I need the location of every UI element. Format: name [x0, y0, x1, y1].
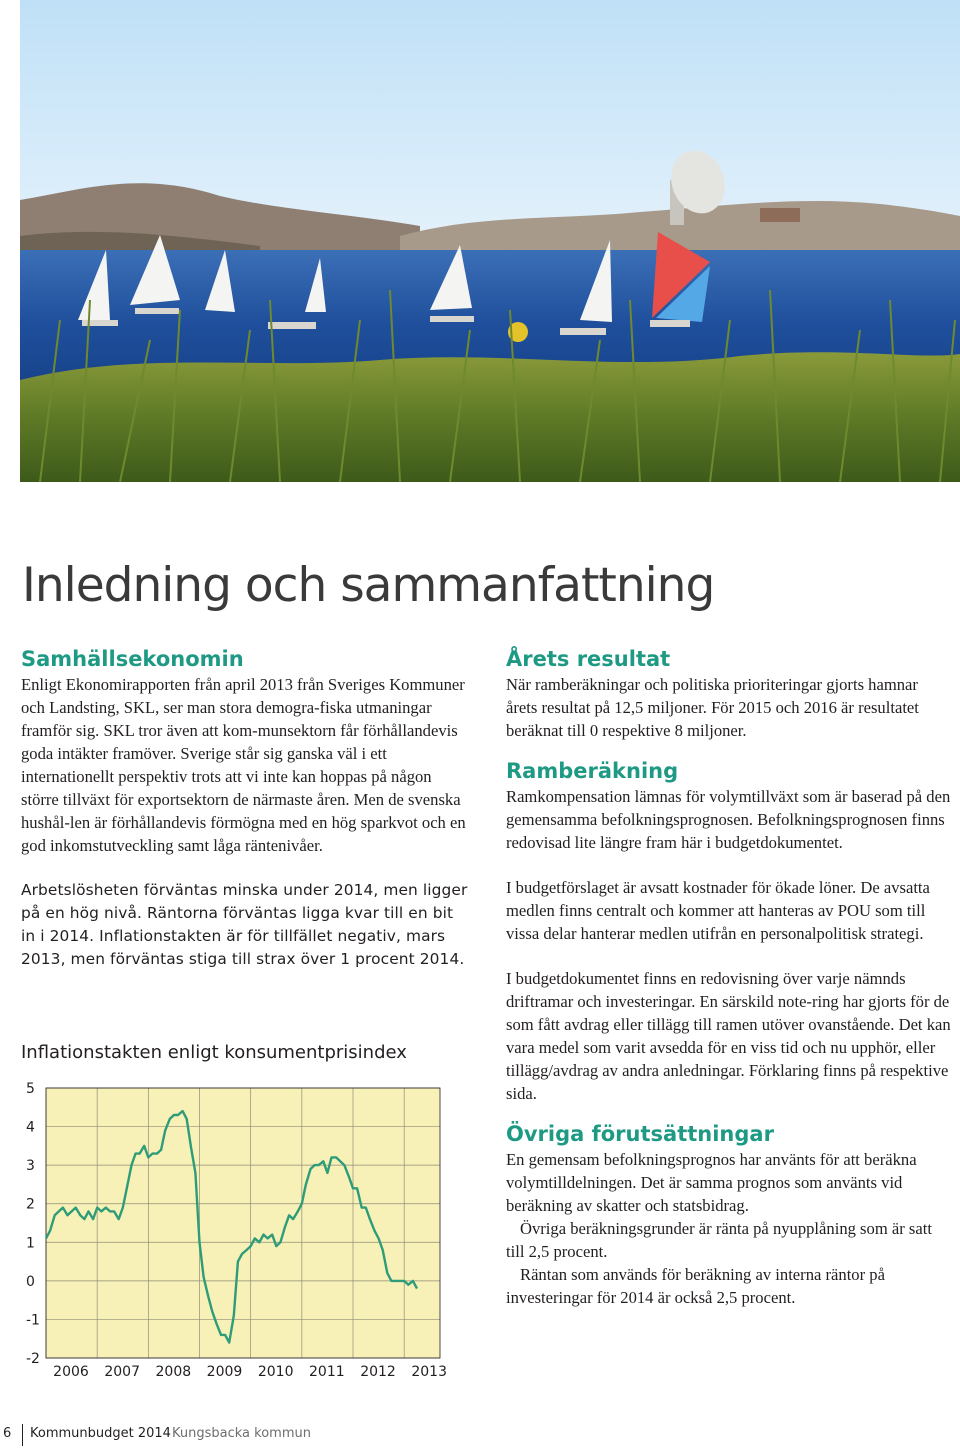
page-title: Inledning och sammanfattning — [22, 558, 715, 613]
paragraph-berakningsgrunder: Övriga beräkningsgrunder är ränta på nyupplåning som är satt till 2,5 procent. — [506, 1219, 932, 1261]
chart-y-tick-label: -1 — [26, 1312, 40, 1329]
right-column — [506, 646, 952, 1309]
hero-photo — [20, 0, 960, 482]
chart-y-tick-label: 3 — [26, 1158, 35, 1175]
paragraph-budgetforslag: I budgetförslaget är avsatt kostnader för ökade löner. De avsatta medlen finns centralt och kommer att hanteras av POU som till vissa delar hanterar medlen utifrån en personalpolitisk strategi. — [506, 878, 930, 943]
chart-y-tick-label: 0 — [26, 1273, 35, 1290]
chart-x-tick-label: 2009 — [206, 1364, 243, 1380]
left-column — [21, 646, 471, 971]
publication-name: Kommunbudget 2014 — [30, 1426, 171, 1441]
heading-ramberakning: Ramberäkning — [506, 759, 679, 783]
chart-plot-area — [46, 1088, 440, 1358]
chart-y-tick-label: 1 — [26, 1235, 35, 1252]
chart-frame — [46, 1088, 440, 1358]
chart-x-tick-label: 2008 — [155, 1364, 192, 1380]
chart-x-tick-label: 2013 — [411, 1364, 448, 1380]
chart-x-tick-label: 2012 — [360, 1364, 396, 1380]
chart-x-tick-label: 2010 — [257, 1364, 294, 1380]
footer-divider — [22, 1424, 23, 1446]
chart-x-tick-label: 2006 — [53, 1364, 89, 1380]
organization-name: Kungsbacka kommun — [172, 1426, 311, 1441]
heading-samhallsekonomin: Samhällsekonomin — [21, 647, 244, 671]
chart-y-tick-label: -2 — [26, 1351, 40, 1367]
chart-x-tick-label: 2007 — [104, 1364, 140, 1380]
chart-title: Inflationstakten enligt konsumentprisindex — [21, 1042, 407, 1063]
paragraph-rantan: Räntan som används för beräkning av interna räntor på investeringar för 2014 är också 2,5 procent. — [506, 1265, 885, 1307]
chart-y-tick-label: 4 — [26, 1119, 35, 1136]
page-number: 6 — [3, 1426, 12, 1441]
paragraph-arets-resultat: När ramberäkningar och politiska prioriteringar gjorts hamnar årets resultat på 12,5 miljoner. För 2015 och 2016 är resultatet beräknat till 0 respektive 8 miljoner. — [506, 675, 919, 740]
chart-y-tick-label: 2 — [26, 1196, 35, 1213]
paragraph-samhallsekonomin: Enligt Ekonomirapporten från april 2013 från Sveriges Kommuner och Landsting, SKL, ser man stora demogra-fiska utmaningar framför sig. SKL tror även att kom-munsektorn får förhållandevis goda intäkter framöver. Sverige står sig ganska väl i ett internationellt perspektiv trots att vi inte kan hoppas på någon större tillväxt för exportsektorn de närmaste åren. Men de svenska hushål-len är förhållandevis förmögna med en hög sparkvot och en god inkomstutveckling samt låga räntenivåer. — [21, 675, 466, 855]
chart-x-tick-label: 2011 — [309, 1364, 345, 1380]
paragraph-budgetdokument: I budgetdokumentet finns en redovisning över varje nämnds driftramar och investeringar. En särskild note-ring har gjorts för de som fått avdrag eller tillägg till ramen utöver ovanstående. Det kan vara medel som varit avsedda för en viss tid och nu upphör, eller tillägg/avdrag av andra anledningar. Förklaring finns på respektive sida. — [506, 969, 951, 1103]
paragraph-befolkningsprognos: En gemensam befolkningsprognos har använts för att beräkna volymtilldelningen. Det är samma prognos som använts vid beräkning av skatter och statsbidrag. — [506, 1150, 917, 1215]
paragraph-ramberakning: Ramkompensation lämnas för volymtillväxt som är baserad på den gemensamma befolkningsprognosen. Befolkningsprognosen finns redovisad lite längre fram här i budgetdokumentet. — [506, 787, 951, 852]
chart-y-tick-label: 5 — [26, 1081, 35, 1097]
paragraph-arbetsloshet: Arbetslösheten förväntas minska under 2014, men ligger på en hög nivå. Räntorna förväntas ligga kvar till en bit in i 2014. Inflationstakten är för tillfället negativ, mars 2013, men förväntas stiga till strax över 1 procent 2014. — [21, 881, 468, 968]
heading-ovriga-forutsattningar: Övriga förutsättningar — [506, 1122, 774, 1146]
heading-arets-resultat: Årets resultat — [506, 647, 671, 671]
chart-series-line — [46, 1111, 417, 1343]
